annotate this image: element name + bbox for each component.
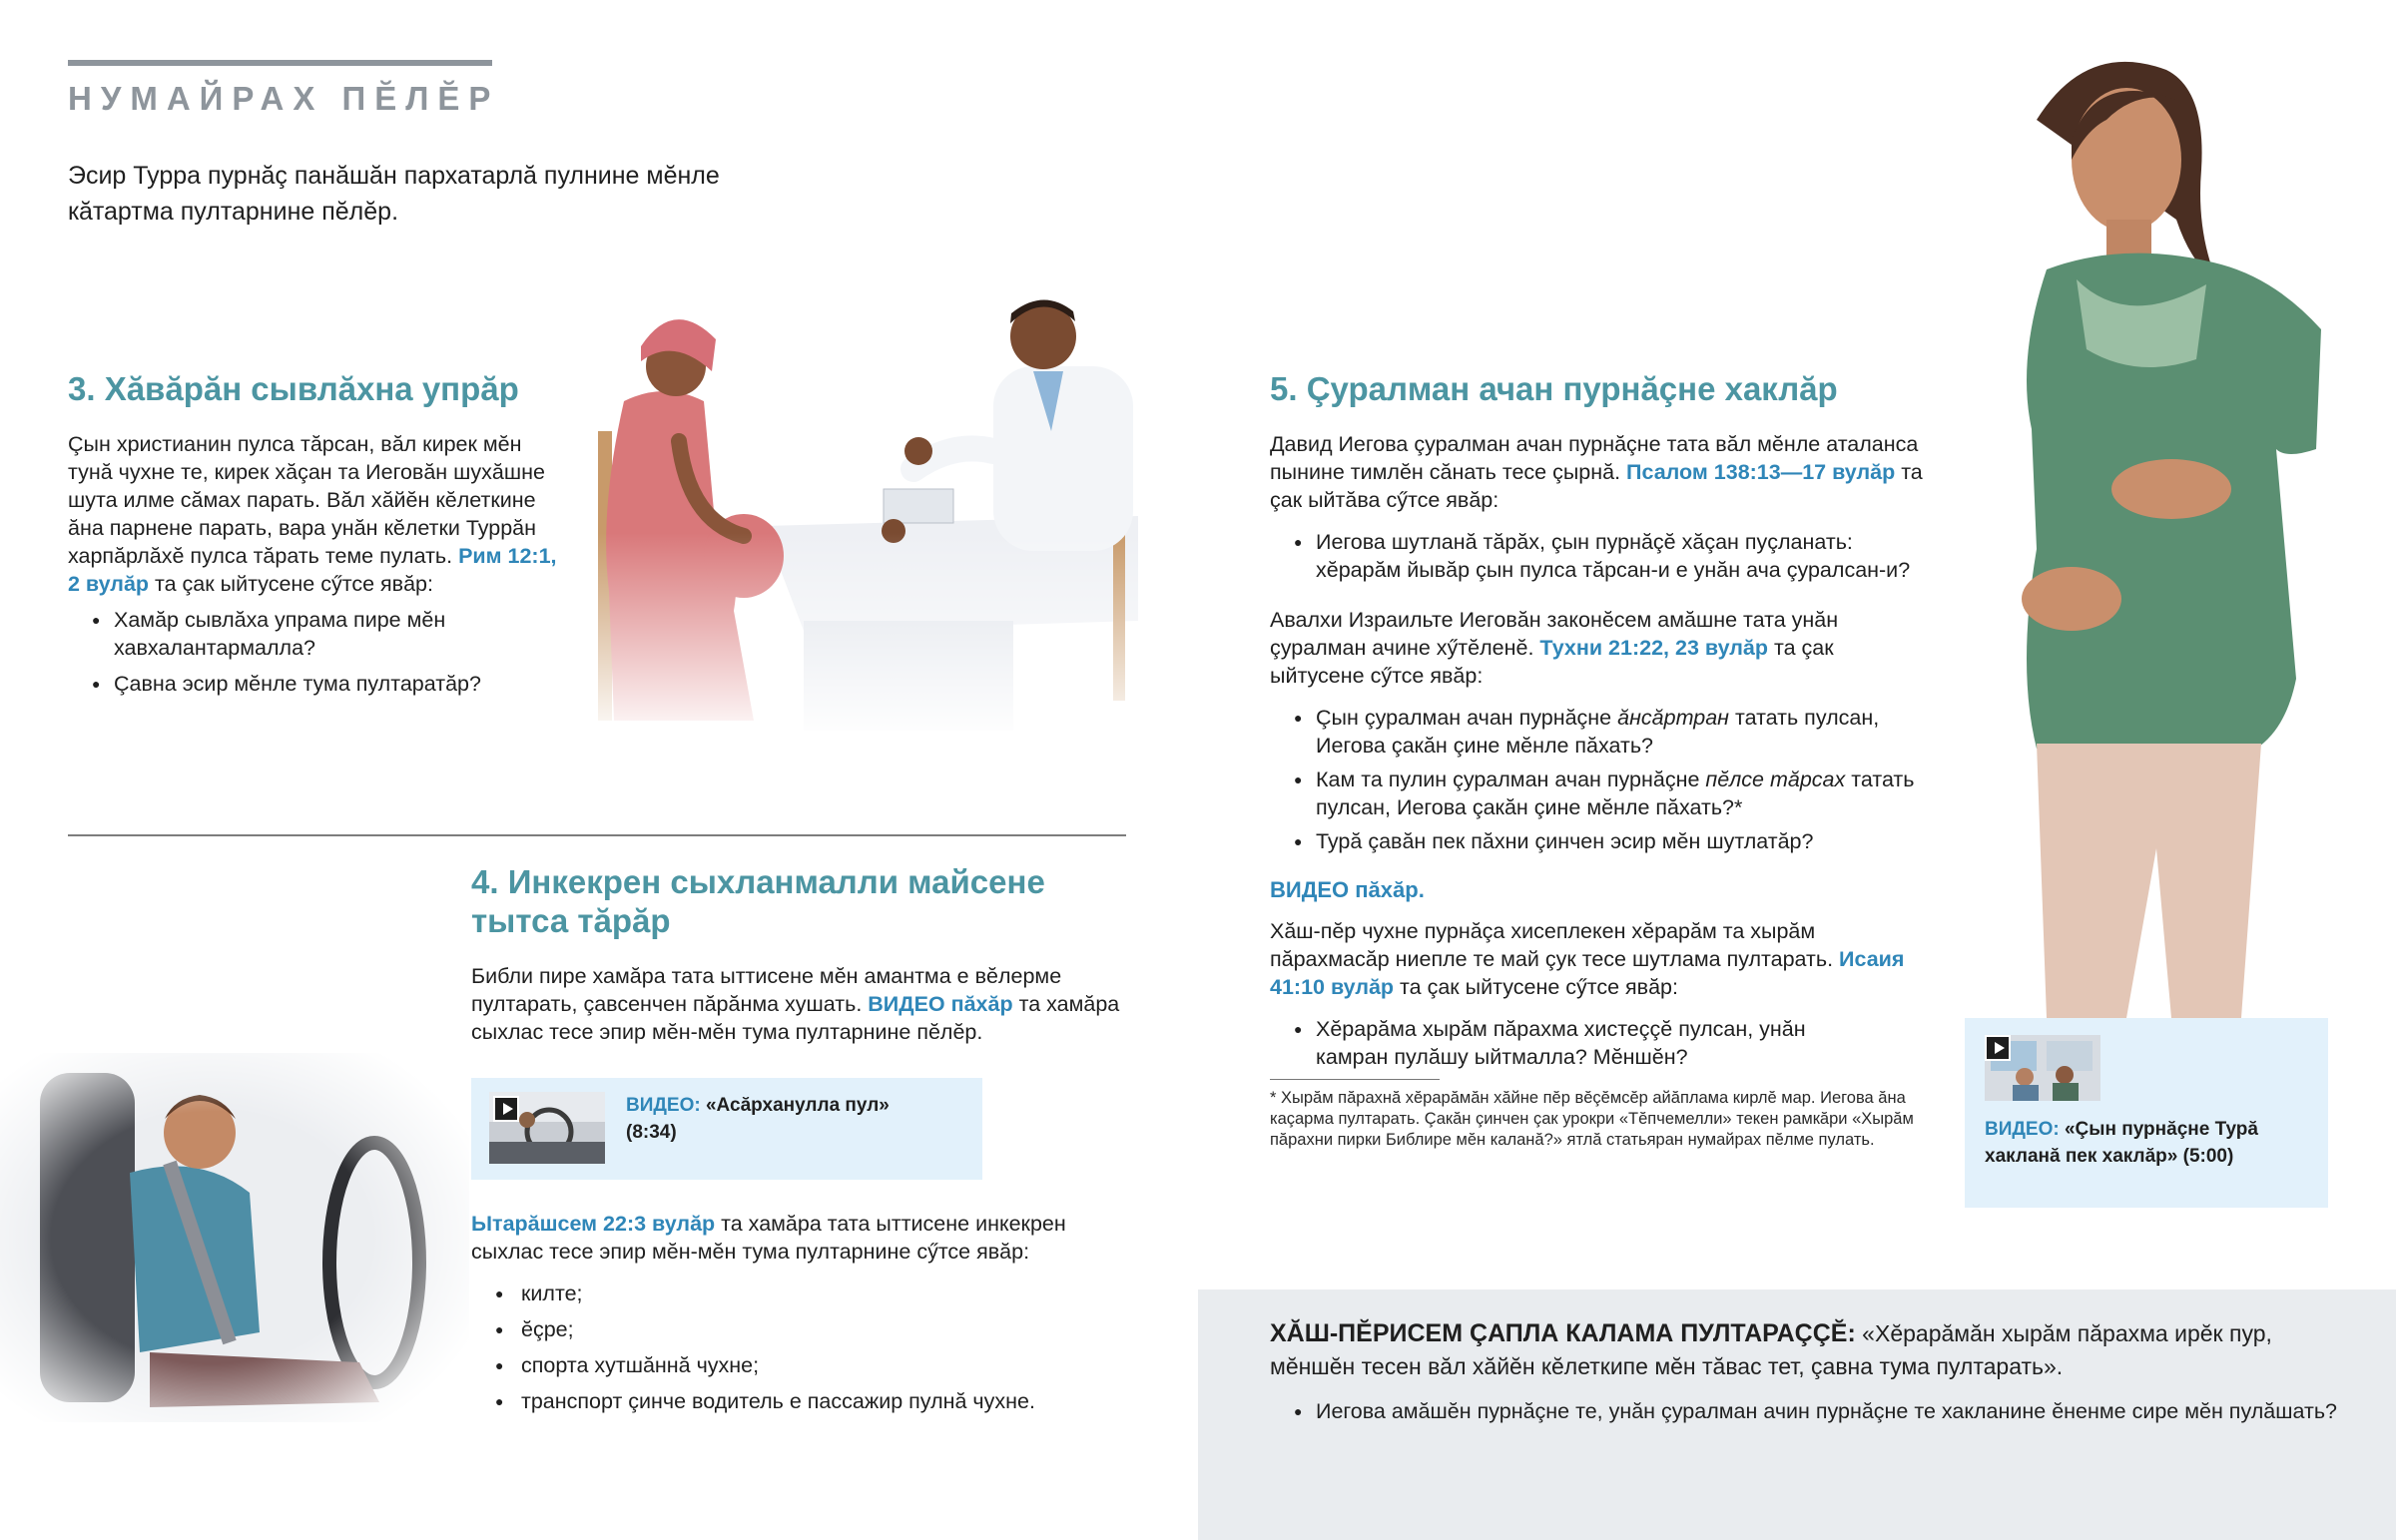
question-item: ● спорта хутшăннă чухне; [471, 1351, 1130, 1379]
question-item: ● Иегова амăшĕн пурнăçне те, унăн çуралман ачин пурнăçне те хакланине ĕненме сире мĕн пулăшать? [1270, 1397, 2348, 1426]
illustration-seatbelt [0, 1053, 469, 1422]
video-caption: ВИДЕО: «Асăрханулла пул» (8:34) [626, 1095, 890, 1143]
video-caption: ВИДЕО: «Çын пурнăçне Турă хакланă пек хаклăр» (5:00) [1985, 1119, 2258, 1167]
video-thumbnail[interactable] [489, 1092, 605, 1164]
scripture-link-proverbs[interactable]: Ытарăшсем 22:3 вулăр [471, 1212, 716, 1236]
section-4-reading: Ытарăшсем 22:3 вулăр та хамăра тата ыттисене инкекрен сыхлас тесе эпир мĕн-мĕн тума пултарнине сӳтсе явăр: ● килте; ● ĕçре; ● спорта хутшăннă чухне; ● транспорт çинче водитель е пассажир пулнă чухне. [471, 1210, 1130, 1415]
section-4 [471, 862, 1130, 1046]
watch-video-heading[interactable]: ВИДЕО пăхăр. [1270, 877, 1425, 902]
section-3-title: 3. Хăвăрăн сывлăхна упрăр [68, 370, 519, 407]
scripture-link-romans[interactable]: Рим 12:1, 2 вулăр [68, 544, 557, 596]
watch-video-link[interactable]: ВИДЕО пăхăр [868, 992, 1013, 1016]
intro-text: Эсир Турра пурнăç панăшăн пархатарлă пулнине мĕнле кăтартма пултарнине пĕлĕр. [68, 162, 720, 226]
question-item: ● Çын çуралман ачан пурнăçне ăнсăртран татать пулсан, Иегова çакăн çине мĕнле пăхать? [1270, 704, 1929, 760]
question-item: ● Кам та пулин çуралман ачан пурнăçне пĕлсе тăрсах татать пулсан, Иегова çакăн çине мĕнле пăхать?* [1270, 766, 1929, 821]
question-item: ● килте; [471, 1280, 1130, 1307]
question-item: ● Хĕрарăма хырăм пăрахма хистеççĕ пулсан, унăн камран пулăшу ыйтмалла? Мĕншĕн? [1270, 1015, 1829, 1071]
section-5-title: 5. Çуралман ачан пурнăçне хаклăр [1270, 370, 1838, 407]
section-5: 5. Çуралман ачан пурнăçне хаклăр Давид Иегова çуралман ачан пурнăçне тата вăл мĕнле аталанса пынине тимлĕн сăнать тесе çырнă. Псалом 138:13—17 вулăр та çак ыйтăва сӳтсе явăр: ● Иегова шутланă тăрăх, çын пурнăçĕ хăçан пуçланать: хĕрарăм йывăр çын пулса тăрсан-и е унăн ача çуралсан-и? Авалхи Израильте Иеговăн законĕсем амăшне тата унăн çуралман ачине хӳтĕленĕ. Тухни 21:22, 23 вулăр та çак ыйтусене сӳтсе явăр: ● Çын çуралман ачан пурнăçне ăнсăртран татать пулсан, Иегова çакăн çине мĕнле пăхать? ● Кам та пулин çуралман ачан пурнăçне пĕлсе тăрсах татать пулсан, Иегова çакăн çине мĕнле пăхать?* ● Турă çавăн пек пăхни çинчен эсир мĕн шутлатăр? ВИДЕО пăхăр. Хăш-пĕр чухне пурнăça хисеплекен хĕрарăм та хырăм пăрахмасăр ниепле те май çук тесе шутлама пултарать. Исаия 41:10 вулăр та çак ыйтусене сӳтсе явăр: ● Хĕрарăма хырăм пăрахма хистеççĕ пулсан, унăн камран пулăшу ыйтмалла? Мĕншĕн? * Хырăм пăрахнă хĕрарăмăн хăйне пĕр вĕçĕмсĕр айăплама кирлĕ мар. Иегова ăна каçарма пултарать. Çакăн çинчен çак урокри «Тĕпчемелли» текен рамкăри «Хырăм пăрахни пирки Библире мĕн каланă?» ятлă статьяран нумайрах пĕлме пулать. [1270, 369, 1929, 1151]
footnote: * Хырăм пăрахнă хĕрарăмăн хăйне пĕр вĕçĕмсĕр айăплама кирлĕ мар. Иегова ăна каçарма пултарать. Çакăн çинчен çак урокри «Тĕпчемелли» текен рамкăри «Хырăм пăрахни пирки Библире мĕн каланă?» ятлă статьяран нумайрах пĕлме пулать. [1270, 1089, 1914, 1149]
question-item: ● ĕçре; [471, 1315, 1130, 1343]
question-item: ● Иегова шутланă тăрăх, çын пурнăçĕ хăçан пуçланать: хĕрарăм йывăр çын пулса тăрсан-и е унăн ача çуралсан-и? [1270, 528, 1929, 584]
video-card-be-careful[interactable] [471, 1078, 982, 1180]
section-3-questions [68, 606, 567, 698]
section-3 [68, 369, 567, 698]
play-icon[interactable] [493, 1096, 519, 1122]
section-divider [68, 834, 1126, 836]
scripture-link-psalm[interactable]: Псалом 138:13—17 вулăр [1626, 460, 1896, 484]
question-item: ● Турă çавăн пек пăхни çинчен эсир мĕн шутлатăр? [1270, 827, 1929, 855]
section-3-body: Çын христианин пулса тăрсан, вăл кирек мĕн тунă чухне те, кирек хăçан та Иеговăн шухăшне шута илме сăмах парать. Вăл хăйĕн кĕлеткине ăна парнене парать, вара унăн кĕлетки Туррăн харпăрлăхĕ пулса тăрать теме пулать. Рим 12:1, 2 вулăр та çак ыйтусене сӳтсе явăр: [68, 432, 557, 596]
question-item: ● Çавна эсир мĕнле тума пултаратăр? [68, 670, 567, 698]
section-4-questions [471, 1280, 1130, 1415]
question-item: ● транспорт çинче водитель е пассажир пулнă чухне. [471, 1387, 1130, 1415]
section-4-title: 4. Инкекрен сыхланмалли майсене тытса тăрăр [471, 863, 1045, 939]
illustration-doctor-visit [594, 291, 1143, 731]
objection-panel-text: ХĂШ-ПĔРИСЕМ ÇАПЛА КАЛАМА ПУЛТАРАÇÇĔ: «Хĕрарăмăн хырăм пăрахма ирĕк пур, мĕншĕн тесен вăл хăйĕн кĕлеткипе мĕн тăвас тет, çавна тума пултарать». ● Иегова амăшĕн пурнăçне те, унăн çуралман ачин пурнăçне те хакланине ĕненме сире мĕн пулăшать? [1270, 1317, 2348, 1426]
scripture-link-exodus[interactable]: Тухни 21:22, 23 вулăр [1539, 636, 1768, 660]
section-4-body: Библи пире хамăра тата ыттисене мĕн амантма е вĕлерме пултарать, çавсенчен пăрăнма хушать. ВИДЕО пăхăр та хамăра сыхлас тесе эпир мĕн-мĕн тума пултарнине пĕлĕр. [471, 964, 1120, 1044]
illustration-pregnant-woman [1977, 30, 2356, 1018]
panel-lead-label: ХĂШ-ПĔРИСЕМ ÇАПЛА КАЛАМА ПУЛТАРАÇÇĔ: [1270, 1319, 1856, 1347]
play-icon[interactable] [1985, 1035, 2011, 1061]
header-rule [68, 60, 492, 66]
scripture-link-isaiah[interactable]: Исаия 41:10 вулăр [1270, 947, 1905, 999]
section-kicker: НУМАЙРАХ ПĔЛĔР [68, 80, 500, 117]
question-item: ● Хамăр сывлăха упрама пире мĕн хавхалантармалла? [68, 606, 567, 662]
video-card-value-life[interactable] [1965, 1018, 2328, 1208]
video-thumbnail[interactable] [1985, 1035, 2100, 1101]
